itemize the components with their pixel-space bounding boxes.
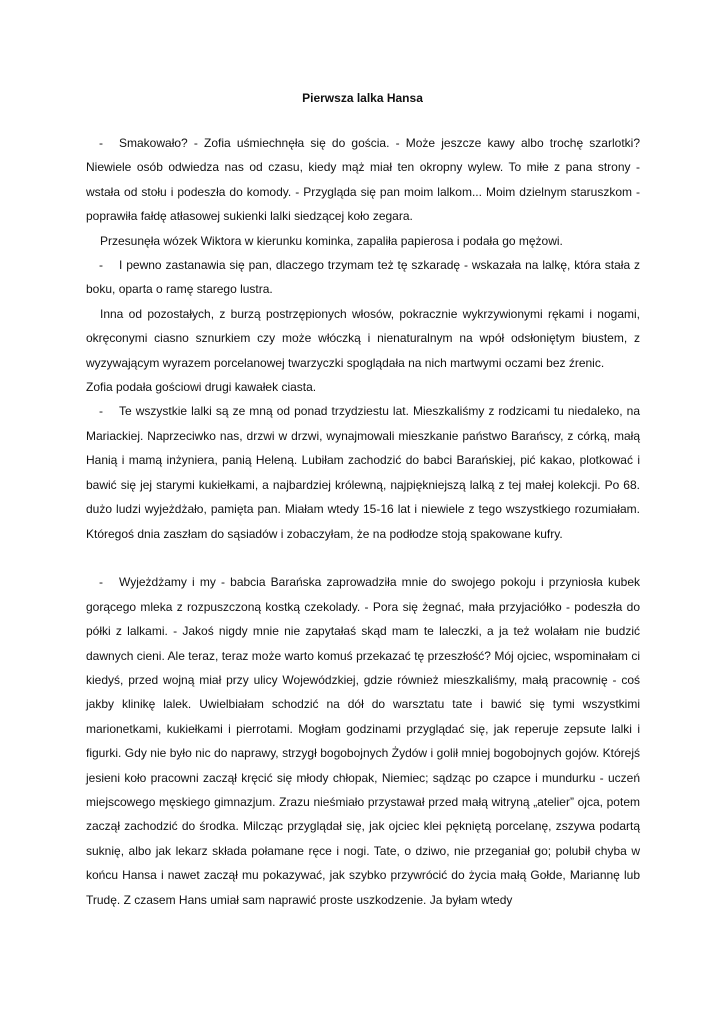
dialogue-dash: - bbox=[99, 404, 103, 419]
paragraph bbox=[86, 131, 640, 229]
document-title: Pierwsza lalka Hansa bbox=[302, 91, 423, 105]
paragraph bbox=[86, 302, 640, 375]
dialogue-dash: - bbox=[99, 575, 103, 590]
dialogue-dash: - bbox=[99, 258, 103, 273]
paragraph-text: Zofia podała gościowi drugi kawałek ciasta. bbox=[86, 380, 317, 395]
paragraph-text: I pewno zastanawia się pan, dlaczego trzymam też tę szkaradę - wskazała na lalkę, która stała z boku, oparta o ramę starego lustra. bbox=[86, 258, 640, 297]
paragraph bbox=[86, 375, 640, 399]
paragraph bbox=[86, 253, 640, 302]
paragraph-text: Inna od pozostałych, z burzą postrzępionych włosów, pokracznie wykrzywionymi rękami i nogami, okręconymi ciasno sznurkiem czy może włóczką i nienaturalnym na wpół odsłoniętym biustem, z wyzywającym wyrazem porcelanowej twarzyczki spoglądała na nich martwymi oczami bez źrenic. bbox=[86, 306, 640, 370]
paragraph-text: Te wszystkie lalki są ze mną od ponad trzydziestu lat. Mieszkaliśmy z rodzicami tu niedaleko, na Mariackiej. Naprzeciwko nas, drzwi w drzwi, wynajmowali mieszkanie państwo Barańscy, z córką, małą Hanią i mamą inżyniera, panią Heleną. Lubiłam zachodzić do babci Barańskiej, pić kakao, plotkować i bawić się jej starymi kukiełkami, a najbardziej królewną, najpiękniejszą lalką z tej małej kolekcji. Po 68. dużo ludzi wyjeżdżało, pamięta pan. Miałam wtedy 15-16 lat i niewiele z tego wszystkiego rozumiałam. Któregoś dnia zaszłam do sąsiadów i zobaczyłam, że na podłodze stoją spakowane kufry. bbox=[86, 404, 640, 541]
document-body bbox=[86, 131, 640, 912]
paragraph-text: Wyjeżdżamy i my - babcia Barańska zaprowadziła mnie do swojego pokoju i przyniosła kubek gorącego mleka z rozpuszczoną kostką czekolady. - Pora się żegnać, mała przyjaciółko - podeszła do półki z lalkami. - Jakoś nigdy mnie nie zapytałaś skąd mam te laleczki, a ja też wolałam nie budzić dawnych cieni. Ale teraz, teraz może warto komuś przekazać tę przeszłość? Mój ojciec, wspominałam ci kiedyś, przed wojną miał przy ulicy Wojewódzkiej, gdzie również mieszkaliśmy, małą pracownię - coś jakby klinikę lalek. Uwielbiałam schodzić na dół do warsztatu tate i bawić się tymi wszystkimi marionetkami, kukiełkami i pierrotami. Mogłam godzinami przyglądać się, jak reperuje zepsute lalki i figurki. Gdy nie było nic do naprawy, strzygł bogobojnych Żydów i golił mniej bogobojnych gojów. Którejś jesieni koło pracowni zaczął kręcić się młody chłopak, Niemiec; sądząc po czapce i mundurku - uczeń miejscowego męskiego gimnazjum. Zrazu nieśmiało przystawał przed małą witryną „atelier” ojca, potem zaczął zachodzić do środka. Milcząc przyglądał się, jak ojciec klei pękniętą porcelanę, zszywa podartą suknię, albo jak lekarz składa połamane ręce i nogi. Tate, o dziwo, nie przeganiał go; polubił chyba w końcu Hansa i nawet zaczął mu pokazywać, jak szybko przywrócić do życia małą Gołde, Mariannę lub Trudę. Z czasem Hans umiał sam naprawić proste uszkodzenie. Ja byłam wtedy bbox=[86, 575, 640, 907]
paragraph bbox=[86, 399, 640, 545]
paragraph-spacer bbox=[86, 546, 640, 570]
paragraph bbox=[86, 229, 640, 253]
paragraph-text: Przesunęła wózek Wiktora w kierunku kominka, zapaliła papierosa i podała go mężowi. bbox=[100, 233, 563, 248]
paragraph-text: Smakowało? - Zofia uśmiechnęła się do gościa. - Może jeszcze kawy albo trochę szarlotki? Niewiele osób odwiedza nas od czasu, kiedy mąż miał ten okropny wylew. To miłe z pana strony - wstała od stołu i podeszła do komody. - Przygląda się pan moim lalkom... Moim dzielnym staruszkom - poprawiła fałdę atłasowej sukienki lalki siedzącej koło zegara. bbox=[86, 136, 640, 224]
dialogue-dash: - bbox=[99, 136, 103, 150]
paragraph bbox=[86, 570, 640, 912]
